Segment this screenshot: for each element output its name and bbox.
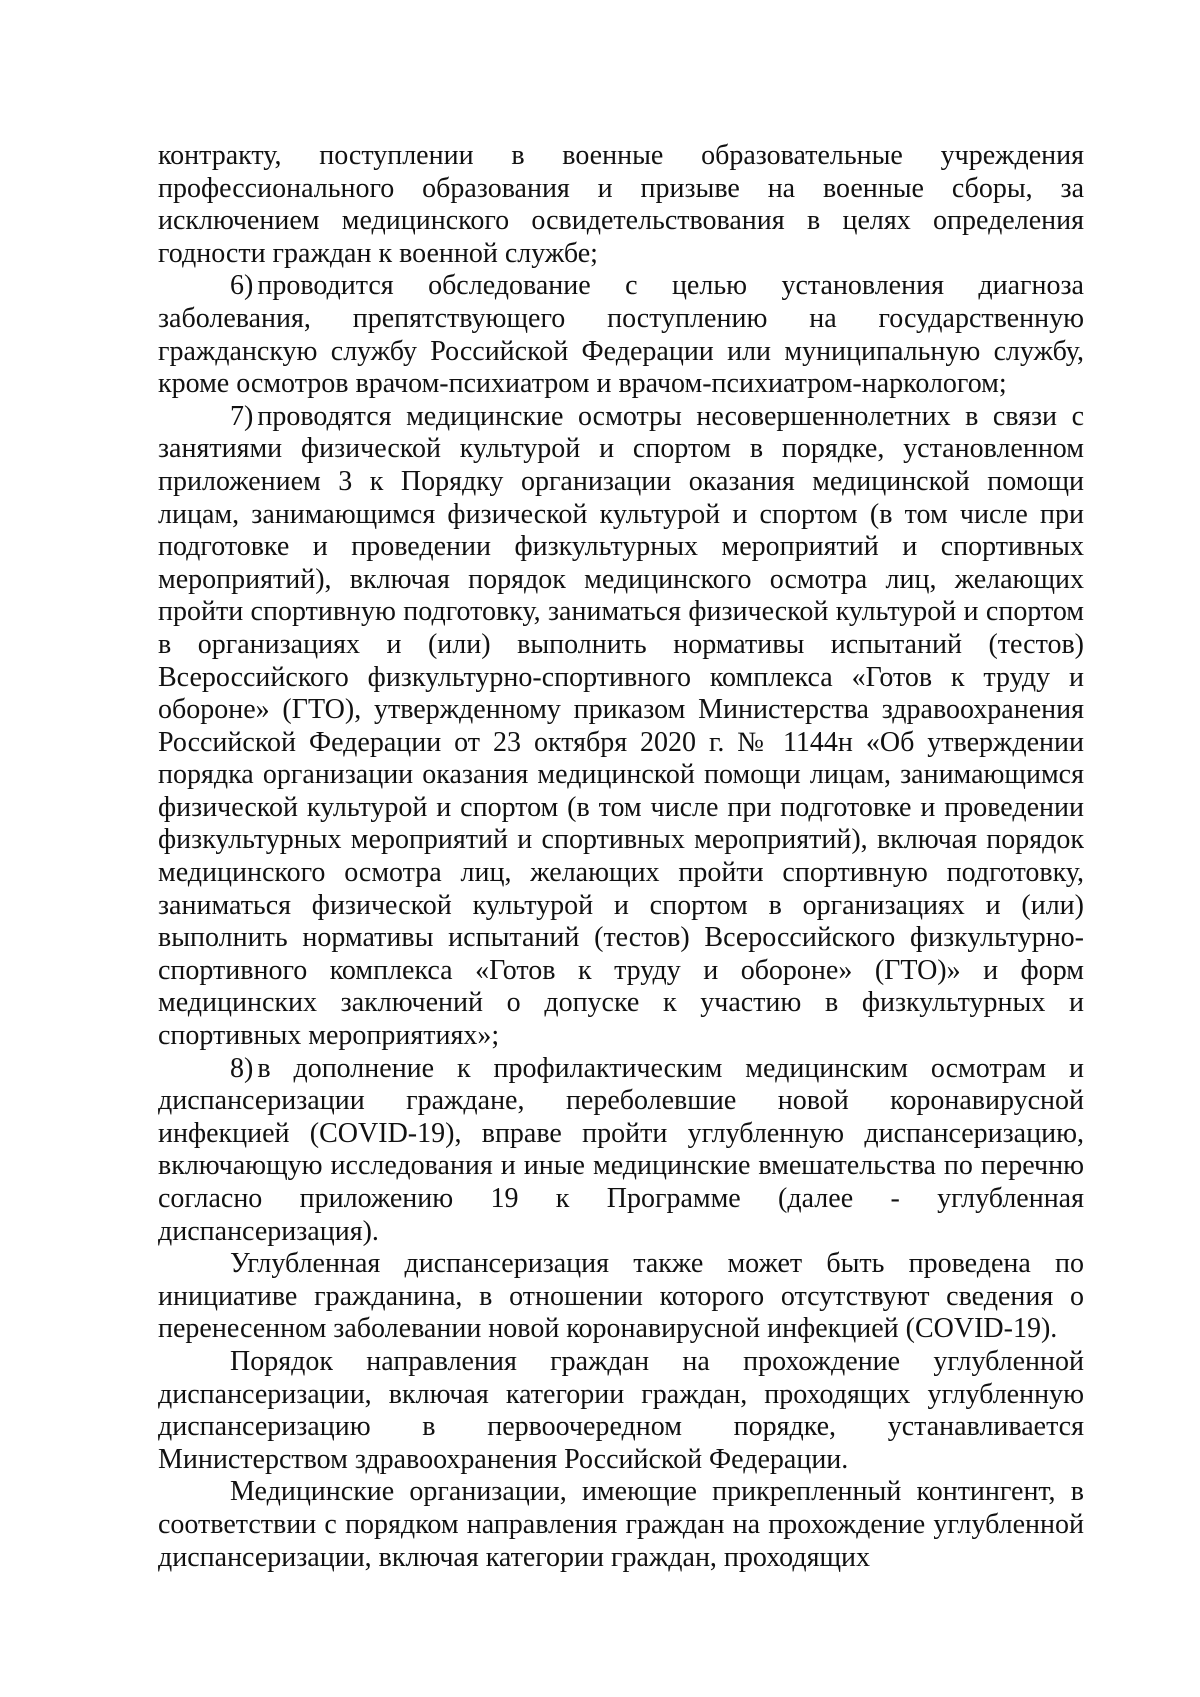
paragraph-text: проводится обследование с целью установления диагноза заболевания, препятствующего поступлению на государственную гражданскую службу Российской Федерации или муниципальную службу, кроме осмотров врачом-психиатром и врачом-психиатром-наркологом; [158,270,1084,400]
paragraph-text: Углубленная диспансеризация также может быть проведена по инициативе гражданина, в отношении которого отсутствуют сведения о перенесенном заболевании новой коронавирусной инфекцией (COVID-19). [158,1248,1084,1345]
paragraph-in-depth-screening-initiative [158,1248,1084,1346]
document-page [158,140,1084,1574]
paragraph-text: Порядок направления граждан на прохождение углубленной диспансеризации, включая категории граждан, проходящих углубленную диспансеризацию в первоочередном порядке, устанавливается Министерством здравоохранения Российской Федерации. [158,1345,1084,1475]
paragraph-text: проводятся медицинские осмотры несовершеннолетних в связи с занятиями физической культурой и спортом в порядке, установленном приложением 3 к Порядку организации оказания медицинской помощи лицам, занимающимся физической культурой и спортом (в том числе при подготовке и проведении физкультурных мероприятий и спортивных мероприятий), включая порядок медицинского осмотра лиц, желающих пройти спортивную подготовку, заниматься физической культурой и спортом в организациях и (или) выполнить нормативы испытаний (тестов) Всероссийского физкультурно-спортивного комплекса «Готов к труду и обороне» (ГТО), утвержденному приказом Министерства здравоохранения Российской Федерации от 23 октября 2020 г. № 1144н «Об утверждении порядка организации оказания медицинской помощи лицам, занимающимся физической культурой и спортом (в том числе при подготовке и проведении физкультурных мероприятий и спортивных мероприятий), включая порядок медицинского осмотра лиц, желающих пройти спортивную подготовку, заниматься физической культурой и спортом в организациях и (или) выполнить нормативы испытаний (тестов) Всероссийского физкультурно-спортивного комплекса «Готов к труду и обороне» (ГТО)» и форм медицинских заключений о допуске к участию в физкультурных и спортивных мероприятиях»; [158,400,1084,1052]
paragraph-referral-procedure [158,1346,1084,1476]
list-item-7 [158,401,1084,1053]
paragraph-medical-organizations [158,1476,1084,1574]
list-item-6 [158,270,1084,400]
paragraph-text: в дополнение к профилактическим медицинским осмотрам и диспансеризации граждане, переболевшие новой коронавирусной инфекцией (COVID-19), вправе пройти углубленную диспансеризацию, включающую исследования и иные медицинские вмешательства по перечню согласно приложению 19 к Программе (далее - углубленная диспансеризация). [158,1052,1084,1247]
paragraph-continuation [158,140,1084,270]
list-number: 6) [230,270,254,302]
paragraph-text: Медицинские организации, имеющие прикрепленный контингент, в соответствии с порядком направления граждан на прохождение углубленной диспансеризации, включая категории граждан, проходящих [158,1476,1084,1573]
list-number: 7) [230,400,254,432]
paragraph-text: контракту, поступлении в военные образовательные учреждения профессионального образования и призыве на военные сборы, за исключением медицинского освидетельствования в целях определения годности граждан к военной службе; [158,140,1084,269]
list-item-8 [158,1053,1084,1249]
list-number: 8) [230,1052,254,1084]
